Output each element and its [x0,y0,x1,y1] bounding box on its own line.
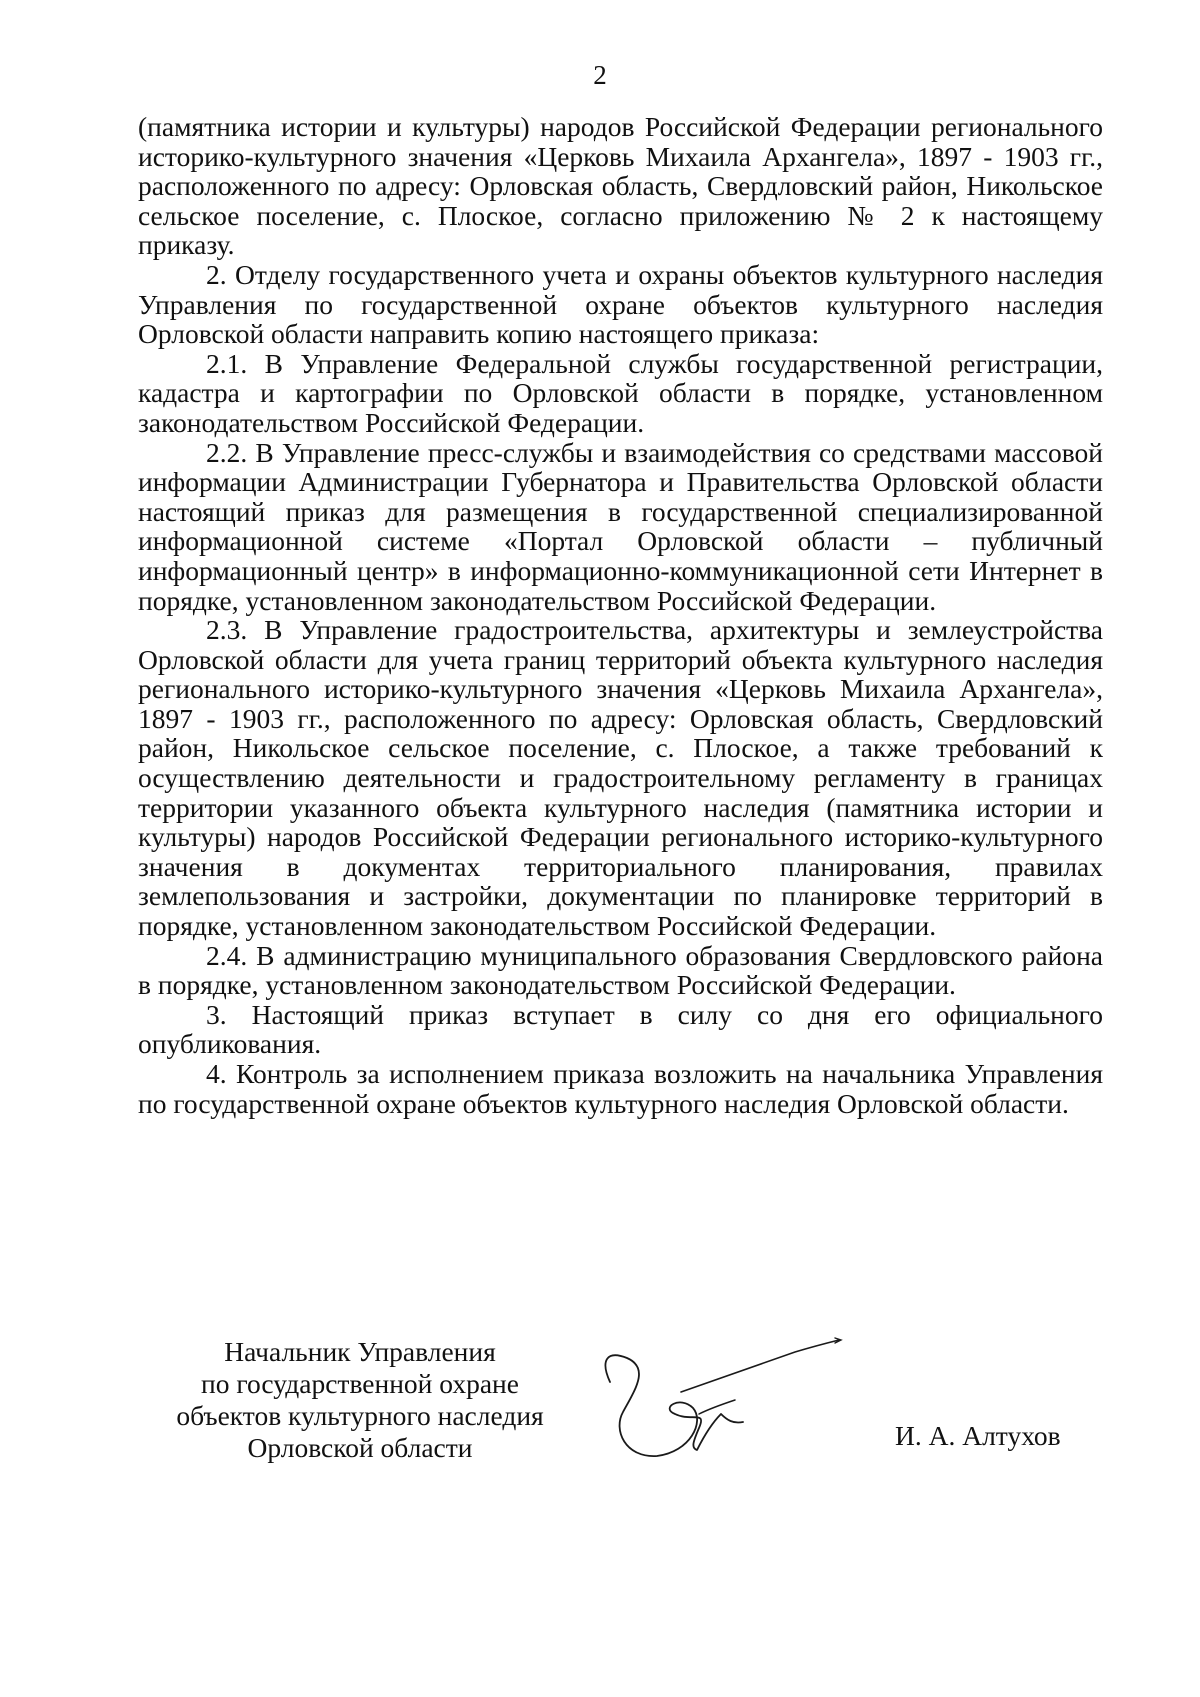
paragraph-item-2-2: 2.2. В Управление пресс-службы и взаимодействия со средствами массовой информации Администрации Губернатора и Правительства Орловской области настоящий приказ для размещения в государственной специализированной информационной системе «Портал Орловской области – публичный информационный центр» в информационно-коммуникационной сети Интернет в порядке, установленном законодательством Российской Федерации. [138,436,1103,616]
signatory-title [140,1336,580,1464]
handwritten-signature [595,1330,855,1470]
signatory-title-line: Орловской области [247,1432,473,1463]
paragraph-continuation: (памятника истории и культуры) народов Российской Федерации регионального историко-культурного значения «Церковь Михаила Архангела», 1897 - 1903 гг., расположенного по адресу: Орловская область, Свердловский район, Никольское сельское поселение, с. Плоское, согласно приложению № 2 к настоящему приказу. [138,111,1103,261]
signatory-title-line: по государственной охране [201,1368,519,1399]
paragraph-item-4: 4. Контроль за исполнением приказа возложить на начальника Управления по государственной охране объектов культурного наследия Орловской области. [138,1058,1103,1119]
paragraph-item-2-4: 2.4. В администрацию муниципального образования Свердловского района в порядке, установленном законодательством Российской Федерации. [138,939,1103,1001]
paragraph-item-2-1: 2.1. В Управление Федеральной службы государственной регистрации, кадастра и картографии по Орловской области в порядке, установленном законодательством Российской Федерации. [138,347,1103,438]
document-body [138,112,1103,1118]
paragraph-item-3: 3. Настоящий приказ вступает в силу со дня его официального опубликования. [138,998,1103,1060]
paragraph-item-2-3: 2.3. В Управление градостроительства, архитектуры и землеустройства Орловской области для учета границ территорий объекта культурного наследия регионального историко-культурного значения «Церковь Михаила Архангела», 1897 - 1903 гг., расположенного по адресу: Орловская область, Свердловский район, Никольское сельское поселение, с. Плоское, а также требований к осуществлению деятельности и градостроительному регламенту в границах территории указанного объекта культурного наследия (памятника истории и культуры) народов Российской Федерации регионального историко-культурного значения в документах территориального планирования, правилах землепользования и застройки, документации по планировке территорий в порядке, установленном законодательством Российской Федерации. [138,614,1103,942]
signatory-title-line: объектов культурного наследия [176,1400,544,1431]
paragraph-item-2: 2. Отделу государственного учета и охраны объектов культурного наследия Управления по государственной охране объектов культурного наследия Орловской области направить копию настоящего приказа: [138,258,1103,350]
signatory-name: И. А. Алтухов [895,1420,1061,1451]
signatory-title-line: Начальник Управления [224,1336,496,1367]
page-number: 2 [593,60,607,90]
